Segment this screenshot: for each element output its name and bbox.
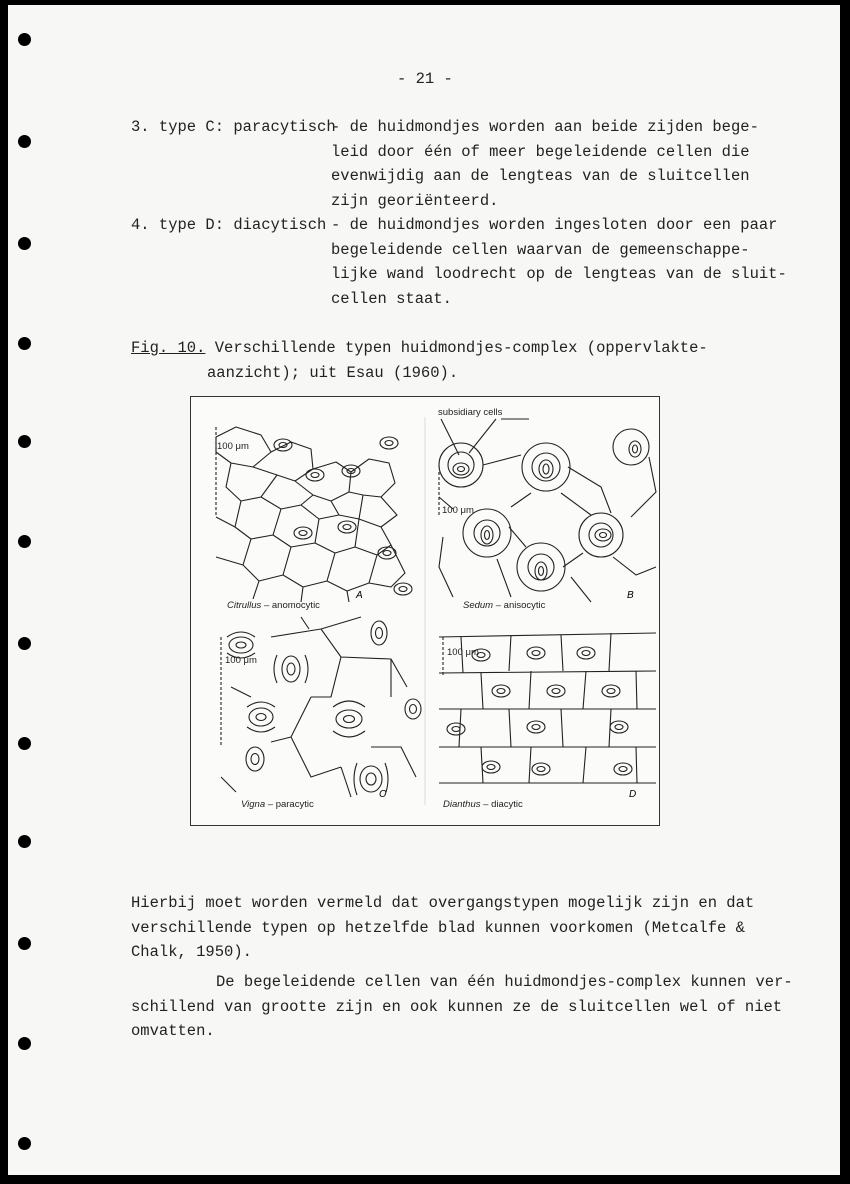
scale-bar-label: 100 μm	[442, 505, 474, 516]
panel-letter: D	[629, 789, 637, 800]
figure-caption	[131, 336, 708, 361]
panel-label-d: Dianthus – diacytic	[443, 799, 523, 810]
scale-bar-label: 100 μm	[217, 441, 249, 452]
punch-hole	[18, 1137, 31, 1150]
item-line: zijn georiënteerd.	[331, 191, 499, 210]
item-label: 4. type D: diacytisch	[131, 216, 327, 234]
paragraph-line: Hierbij moet worden vermeld dat overgangstypen mogelijk zijn en dat	[131, 894, 755, 912]
scale-bar-label: 100 μm	[225, 655, 257, 666]
punch-hole	[18, 1037, 31, 1050]
item-line: begeleidende cellen waarvan de gemeenschappe-	[331, 240, 750, 259]
punch-hole	[18, 637, 31, 650]
punch-hole	[18, 337, 31, 350]
panel-label-c: Vigna – paracytic	[241, 799, 314, 810]
item-line: lijke wand loodrecht op de lengteas van de sluit-	[331, 265, 787, 283]
punch-hole	[18, 535, 31, 548]
punch-hole	[18, 937, 31, 950]
paragraph-line: Chalk, 1950).	[131, 943, 252, 961]
item-line: evenwijdig aan de lengteas van de sluitcellen	[331, 167, 750, 185]
paragraph-line: omvatten.	[131, 1022, 215, 1040]
panel-letter: B	[627, 590, 634, 601]
punch-hole	[18, 237, 31, 250]
punch-hole	[18, 33, 31, 46]
item-line: - de huidmondjes worden aan beide zijden bege-	[331, 118, 759, 136]
item-label: 3. type C: paracytisch	[131, 118, 336, 136]
scale-bar-label: 100 μm	[447, 647, 479, 658]
item-line: cellen staat.	[331, 289, 452, 308]
punch-hole	[18, 435, 31, 448]
punch-hole	[18, 835, 31, 848]
panel-letter: C	[379, 789, 387, 800]
stomata-figure	[190, 396, 660, 826]
caption-text: Verschillende typen huidmondjes-complex (oppervlakte-	[205, 339, 708, 357]
punch-hole	[18, 737, 31, 750]
panel-letter: A	[356, 590, 363, 601]
callout-label: subsidiary cells	[438, 407, 503, 418]
paragraph-line: schillend van grootte zijn en ook kunnen ze de sluitcellen wel of niet	[131, 997, 783, 1016]
caption-prefix: Fig. 10.	[131, 339, 206, 357]
punch-hole	[18, 135, 31, 148]
item-line: leid door één of meer begeleidende cellen die	[331, 142, 750, 161]
item-line: - de huidmondjes worden ingesloten door een paar	[331, 216, 778, 234]
panel-label-b: Sedum – anisocytic	[463, 600, 546, 611]
document-page	[8, 5, 840, 1175]
paragraph-line: verschillende typen op hetzelfde blad kunnen voorkomen (Metcalfe &	[131, 918, 745, 937]
cell-drawings	[191, 397, 659, 825]
paragraph-line: De begeleidende cellen van één huidmondjes-complex kunnen ver-	[216, 973, 793, 991]
panel-label-a: Citrullus – anomocytic	[227, 600, 320, 611]
caption-line-2: aanzicht); uit Esau (1960).	[207, 363, 459, 382]
page-number: - 21 -	[397, 70, 453, 88]
